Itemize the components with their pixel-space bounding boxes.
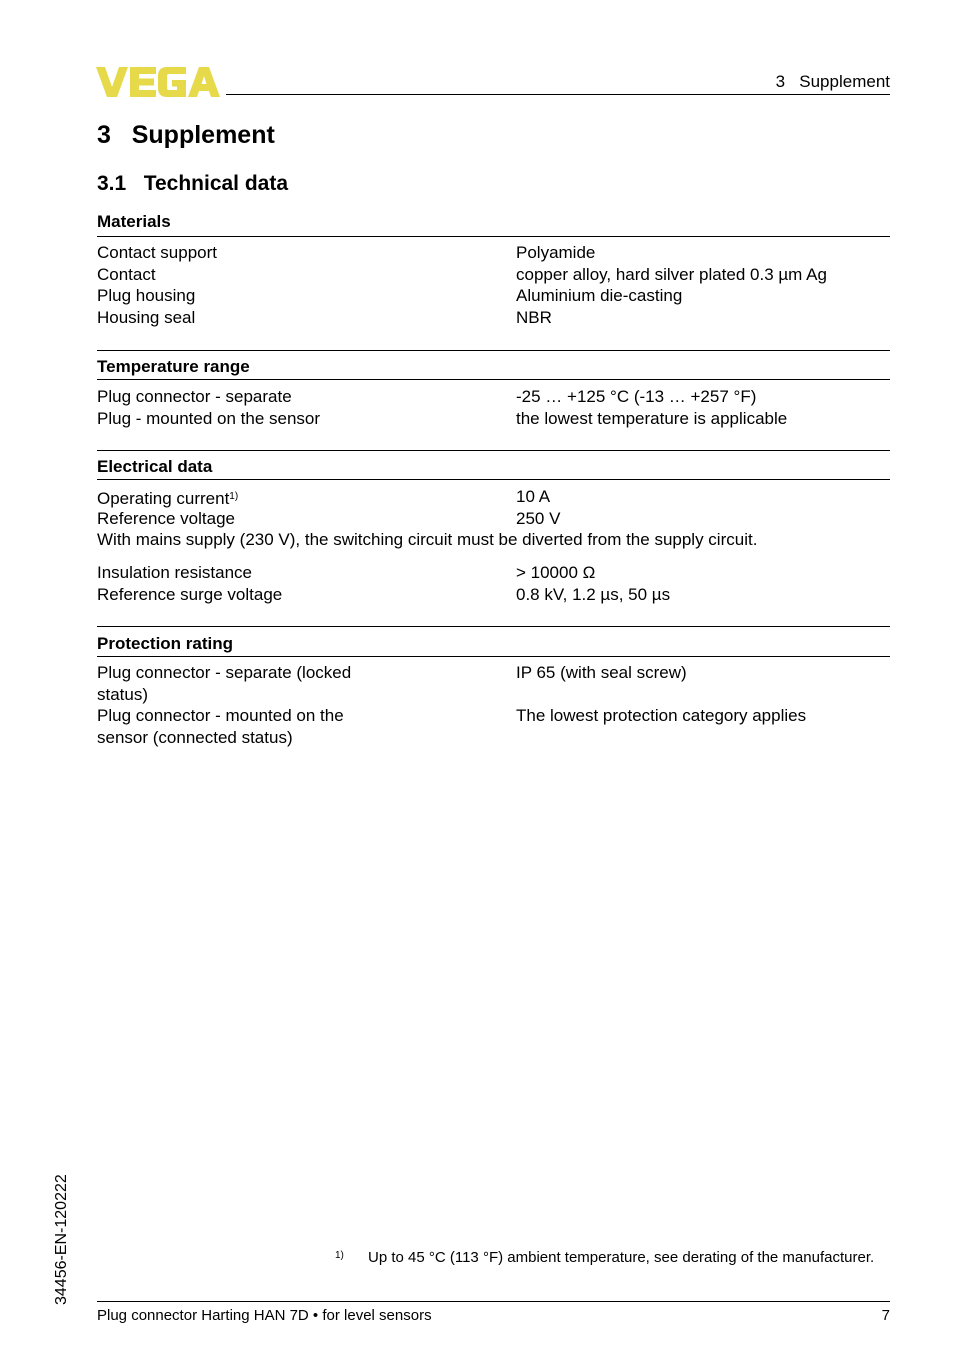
footnote-mark: 1) — [335, 1250, 344, 1261]
materials-label-housing-seal: Housing seal — [97, 308, 196, 327]
protection-label-mounted — [97, 705, 344, 748]
protection-top-rule — [97, 626, 890, 627]
electrical-label-reference-voltage: Reference voltage — [97, 509, 235, 528]
electrical-label-surge: Reference surge voltage — [97, 585, 283, 604]
temperature-value-mounted: the lowest temperature is applicable — [516, 409, 788, 428]
protection-label-separate-line1: Plug connector - separate (locked — [97, 663, 352, 682]
electrical-value-insulation: > 10000 Ω — [516, 563, 596, 582]
protection-heading: Protection rating — [97, 634, 234, 653]
footer-title: Plug connector Harting HAN 7D • for level sensors — [97, 1307, 432, 1324]
page-number: 7 — [881, 1307, 890, 1324]
footer-rule — [97, 1301, 890, 1302]
footnote-ref: 1) — [229, 491, 239, 502]
materials-value-contact-support: Polyamide — [516, 243, 596, 262]
protection-value-separate: IP 65 (with seal screw) — [516, 663, 687, 682]
electrical-value-operating-current: 10 A — [516, 487, 551, 506]
temperature-heading: Temperature range — [97, 357, 250, 376]
materials-label-contact: Contact — [97, 265, 156, 284]
chapter-title: 3 Supplement — [97, 121, 275, 149]
electrical-heading: Electrical data — [97, 457, 213, 476]
materials-label-plug-housing: Plug housing — [97, 286, 196, 305]
electrical-value-reference-voltage: 250 V — [516, 509, 561, 528]
temperature-label-mounted: Plug - mounted on the sensor — [97, 409, 321, 428]
materials-value-housing-seal: NBR — [516, 308, 552, 327]
electrical-top-rule — [97, 450, 890, 451]
temperature-top-rule — [97, 350, 890, 351]
materials-value-plug-housing: Aluminium die-casting — [516, 286, 683, 305]
electrical-label-insulation: Insulation resistance — [97, 563, 252, 582]
operating-current-text: Operating current — [97, 489, 230, 508]
materials-value-contact: copper alloy, hard silver plated 0.3 µm Ag — [516, 265, 827, 284]
temperature-rule — [97, 379, 890, 380]
header-rule — [226, 94, 890, 95]
header-section-label: 3 Supplement — [775, 72, 890, 91]
materials-label-contact-support: Contact support — [97, 243, 218, 262]
protection-label-separate-line2: status) — [97, 684, 149, 704]
vega-logo — [96, 66, 220, 98]
electrical-label-operating-current — [97, 486, 238, 510]
footnote-text: Up to 45 °C (113 °F) ambient temperature, see derating of the manufacturer. — [368, 1249, 875, 1266]
protection-label-separate — [97, 662, 351, 705]
temperature-value-separate: -25 … +125 °C (-13 … +257 °F) — [516, 387, 757, 406]
protection-label-mounted-line2: sensor (connected status) — [97, 727, 293, 747]
materials-heading: Materials — [97, 212, 171, 231]
temperature-label-separate: Plug connector - separate — [97, 387, 292, 406]
section-title: 3.1 Technical data — [97, 172, 289, 195]
electrical-rule — [97, 479, 890, 480]
materials-rule — [97, 236, 890, 237]
protection-rule — [97, 656, 890, 657]
electrical-note: With mains supply (230 V), the switching circuit must be diverted from the supply circuit. — [97, 530, 758, 549]
protection-label-mounted-line1: Plug connector - mounted on the — [97, 706, 344, 725]
protection-value-mounted: The lowest protection category applies — [516, 706, 807, 725]
electrical-value-surge: 0.8 kV, 1.2 µs, 50 µs — [516, 585, 671, 604]
document-code: 34456-EN-120222 — [53, 1174, 70, 1305]
